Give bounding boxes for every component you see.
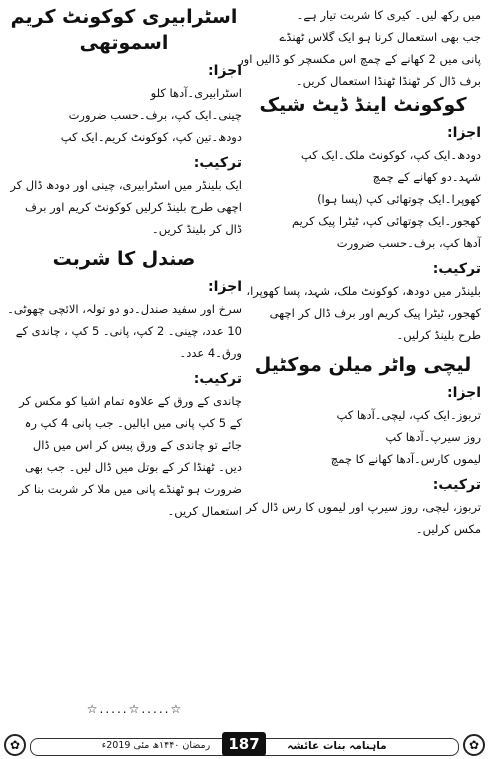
ingredients-heading: اجزا: xyxy=(208,63,242,79)
left-column xyxy=(6,4,242,522)
ingredient-line: دودھ۔ایک کپ، کوکونٹ ملک۔ایک کپ xyxy=(300,148,481,162)
ingredients-heading: اجزا: xyxy=(208,279,242,295)
method-heading: ترکیب: xyxy=(193,371,242,387)
method-text: تربوز، لیچی، روز سیرپ اور لیموں کا رس ڈال کر مکس کرلیں۔ xyxy=(246,500,481,536)
ingredient-line: کھجور۔ایک چوتھائی کپ، ٹیٹرا پیک کریم xyxy=(291,214,481,228)
ingredient-line: لیموں کارس۔آدھا کھانے کا چمچ xyxy=(330,452,481,466)
ingredient-line: چینی۔ایک کپ، برف۔حسب ضرورت xyxy=(68,108,242,122)
flower-ornament-icon: ✿ xyxy=(4,734,26,756)
method-text: چاندی کے ورق کے علاوہ تمام اشیا کو مکس کر کے 5 کپ پانی میں ابالیں۔ جب پانی 4 کپ رہ جائے تو چاندی کے ورق پیس کر اس میں ڈال دیں۔ ٹھنڈا کر کے بوتل میں ڈال لیں۔ جب بھی ضرورت ہو ٹھنڈے پانی میں ملا کر شربت بنا کر استعمال کریں۔ xyxy=(18,394,242,518)
page-footer xyxy=(0,732,489,759)
recipe-title-strawberry-smoothie: اسٹرابیری کوکونٹ کریم xyxy=(10,6,238,28)
ingredient-line: شہد۔دو کھانے کے چمچ xyxy=(372,170,481,184)
intro-line: جب بھی استعمال کرنا ہو ایک گلاس ٹھنڈے xyxy=(279,30,481,44)
intro-line: میں رکھ لیں۔ کیری کا شربت تیار ہے۔ xyxy=(296,8,481,22)
magazine-name: ماہنامہ بنات عائشہ xyxy=(287,740,387,752)
method-heading: ترکیب: xyxy=(432,477,481,493)
ingredients-text: سرخ اور سفید صندل۔دو دو تولہ، الائچی چھوٹی۔ 10 عدد، چینی۔ 2 کپ، پانی۔ 5 کپ ، چاندی کے ورق۔4 عدد۔ xyxy=(7,302,242,360)
ingredients-heading: اجزا: xyxy=(447,125,481,141)
method-heading: ترکیب: xyxy=(193,155,242,171)
method-heading: ترکیب: xyxy=(432,261,481,277)
ingredient-line: آدھا کپ، برف۔حسب ضرورت xyxy=(336,236,481,250)
right-column xyxy=(238,4,481,540)
ingredient-line: روز سیرپ۔آدھا کپ xyxy=(385,430,481,444)
star-divider: ☆.....☆.....☆ xyxy=(86,702,184,716)
issue-date: رمضان ۱۴۴۰ھ مئی 2019ء xyxy=(101,740,211,751)
intro-line: پانی میں 2 کھانے کے چمچ اس مکسچر کو ڈالیں اور xyxy=(238,52,481,66)
recipe-title-lychee-melon-mocktail: لیچی واٹر میلن موکٹیل xyxy=(254,354,472,376)
ingredient-line: تربوز۔ایک کپ، لیچی۔آدھا کپ xyxy=(336,408,481,422)
recipe-title-sandal-sharbat: صندل کا شربت xyxy=(52,248,196,270)
ingredient-line: اسٹرابیری۔آدھا کلو xyxy=(150,86,242,100)
page-number: 187 xyxy=(222,732,266,756)
recipe-title-strawberry-smoothie-line2: اسموتھی xyxy=(79,32,169,54)
ingredient-line: دودھ۔تین کپ، کوکونٹ کریم۔ایک کپ xyxy=(60,130,242,144)
method-text: بلینڈر میں دودھ، کوکونٹ ملک، شہد، پسا کھوپرا، کھجور، ٹیٹرا پیک کریم اور برف ڈال کر اچھی طرح بلینڈ کرلیں۔ xyxy=(246,284,481,342)
intro-line: برف ڈال کر ٹھنڈا ٹھنڈا استعمال کریں۔ xyxy=(295,74,481,88)
ingredient-line: کھوپرا۔ایک چوتھائی کپ (پسا ہوا) xyxy=(317,192,481,206)
method-text: ایک بلینڈر میں اسٹرابیری، چینی اور دودھ ڈال کر اچھی طرح بلینڈ کرلیں کوکونٹ کریم اور برف ڈال کر بلینڈ کریں۔ xyxy=(10,178,242,236)
flower-ornament-icon: ✿ xyxy=(463,734,485,756)
recipe-title-coconut-date-shake: کوکونٹ اینڈ ڈیٹ شیک xyxy=(259,94,467,116)
ingredients-heading: اجزا: xyxy=(447,385,481,401)
